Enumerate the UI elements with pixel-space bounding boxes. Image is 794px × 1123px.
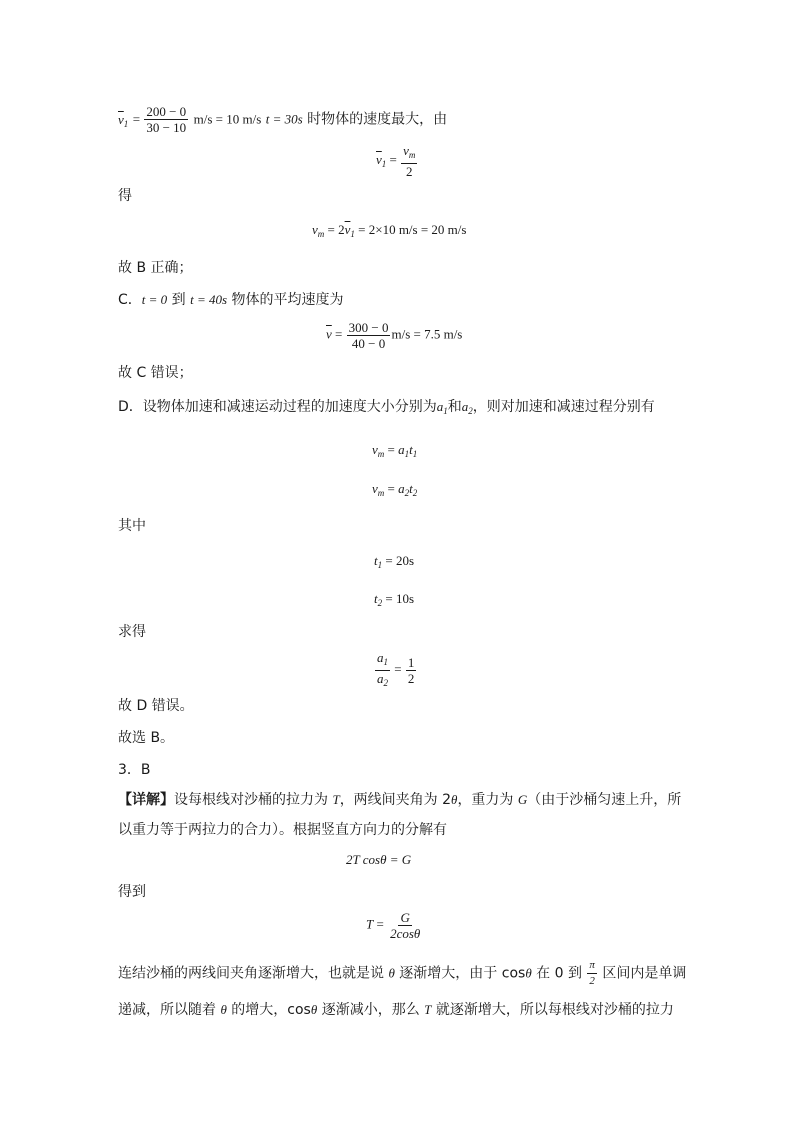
question-3-answer: 3．B bbox=[118, 762, 151, 778]
equation-vm: $v_m = 2\overline{v}_1 = 2\times 10$ m/s = 20 m/s bbox=[312, 222, 467, 239]
detail-line-2: 以重力等于两拉力的合力）。根据竖直方向力的分解有 bbox=[118, 822, 447, 838]
equation-T: T = $\frac{G}{2\cos\theta}$ bbox=[366, 910, 421, 941]
final-line-1: 连结沙桶的两线间夹角逐渐增大，也就是说 θ 逐渐增大，由于 cosθ 在 0 到 $\frac{\pi}{2}$ 区间内是单调 bbox=[118, 959, 687, 987]
line-1: $\overline{v}_1$ = $\frac{200 - 0}{30 - 10}$ m/s = 10 m/s t = 30s 时物体的速度最大，由 bbox=[118, 104, 448, 135]
text-qizhong: 其中 bbox=[118, 518, 146, 534]
equation-d1: $v_m = a_1t_1$ bbox=[372, 442, 418, 459]
text-qiude: 求得 bbox=[118, 624, 146, 640]
v1-symbol: $\overline{v}_1$ bbox=[118, 111, 129, 129]
option-d: D．设物体加速和减速运动过程的加速度大小分别为$a_1$和$a_2$，则对加速和减速过程分别有 bbox=[118, 399, 655, 416]
conclusion-c: 故 C 错误； bbox=[118, 365, 193, 381]
equation-ratio: $\frac{a_1}{a_2}$ = $\frac{1}{2}$ bbox=[377, 650, 415, 688]
choose-b: 故选 B。 bbox=[118, 730, 175, 746]
equation-average-velocity: $\overline{v}$ = $\frac{300 - 0}{40 - 0}$ m/s = 7.5 m/s bbox=[326, 320, 463, 351]
conclusion-d: 故 D 错误。 bbox=[118, 698, 194, 714]
detail-line-1: 【详解】设每根线对沙桶的拉力为 T，两线间夹角为 2θ，重力为 G（由于沙桶匀速上升，所 bbox=[118, 792, 682, 808]
equation-force: 2T cosθ = G bbox=[346, 852, 412, 867]
equation-vbar: $\overline{v}_1$ = $\frac{v_m}{2}$ bbox=[376, 143, 416, 179]
equation-d2: $v_m = a_2t_2$ bbox=[372, 481, 418, 498]
fraction: $\frac{200 - 0}{30 - 10}$ bbox=[146, 104, 187, 135]
text-de: 得 bbox=[118, 188, 132, 204]
option-c: C．t = 0 到 t = 40s 物体的平均速度为 bbox=[118, 292, 344, 308]
conclusion-b: 故 B 正确； bbox=[118, 260, 193, 276]
final-line-2: 递减，所以随着 θ 的增大，cosθ 逐渐减小，那么 T 就逐渐增大，所以每根线对沙桶的拉力 bbox=[118, 1002, 674, 1018]
equation-t1: $t_1 = 20s$ bbox=[374, 553, 415, 570]
text-dedao: 得到 bbox=[118, 884, 146, 900]
equation-t2: $t_2 = 10s$ bbox=[374, 591, 415, 608]
